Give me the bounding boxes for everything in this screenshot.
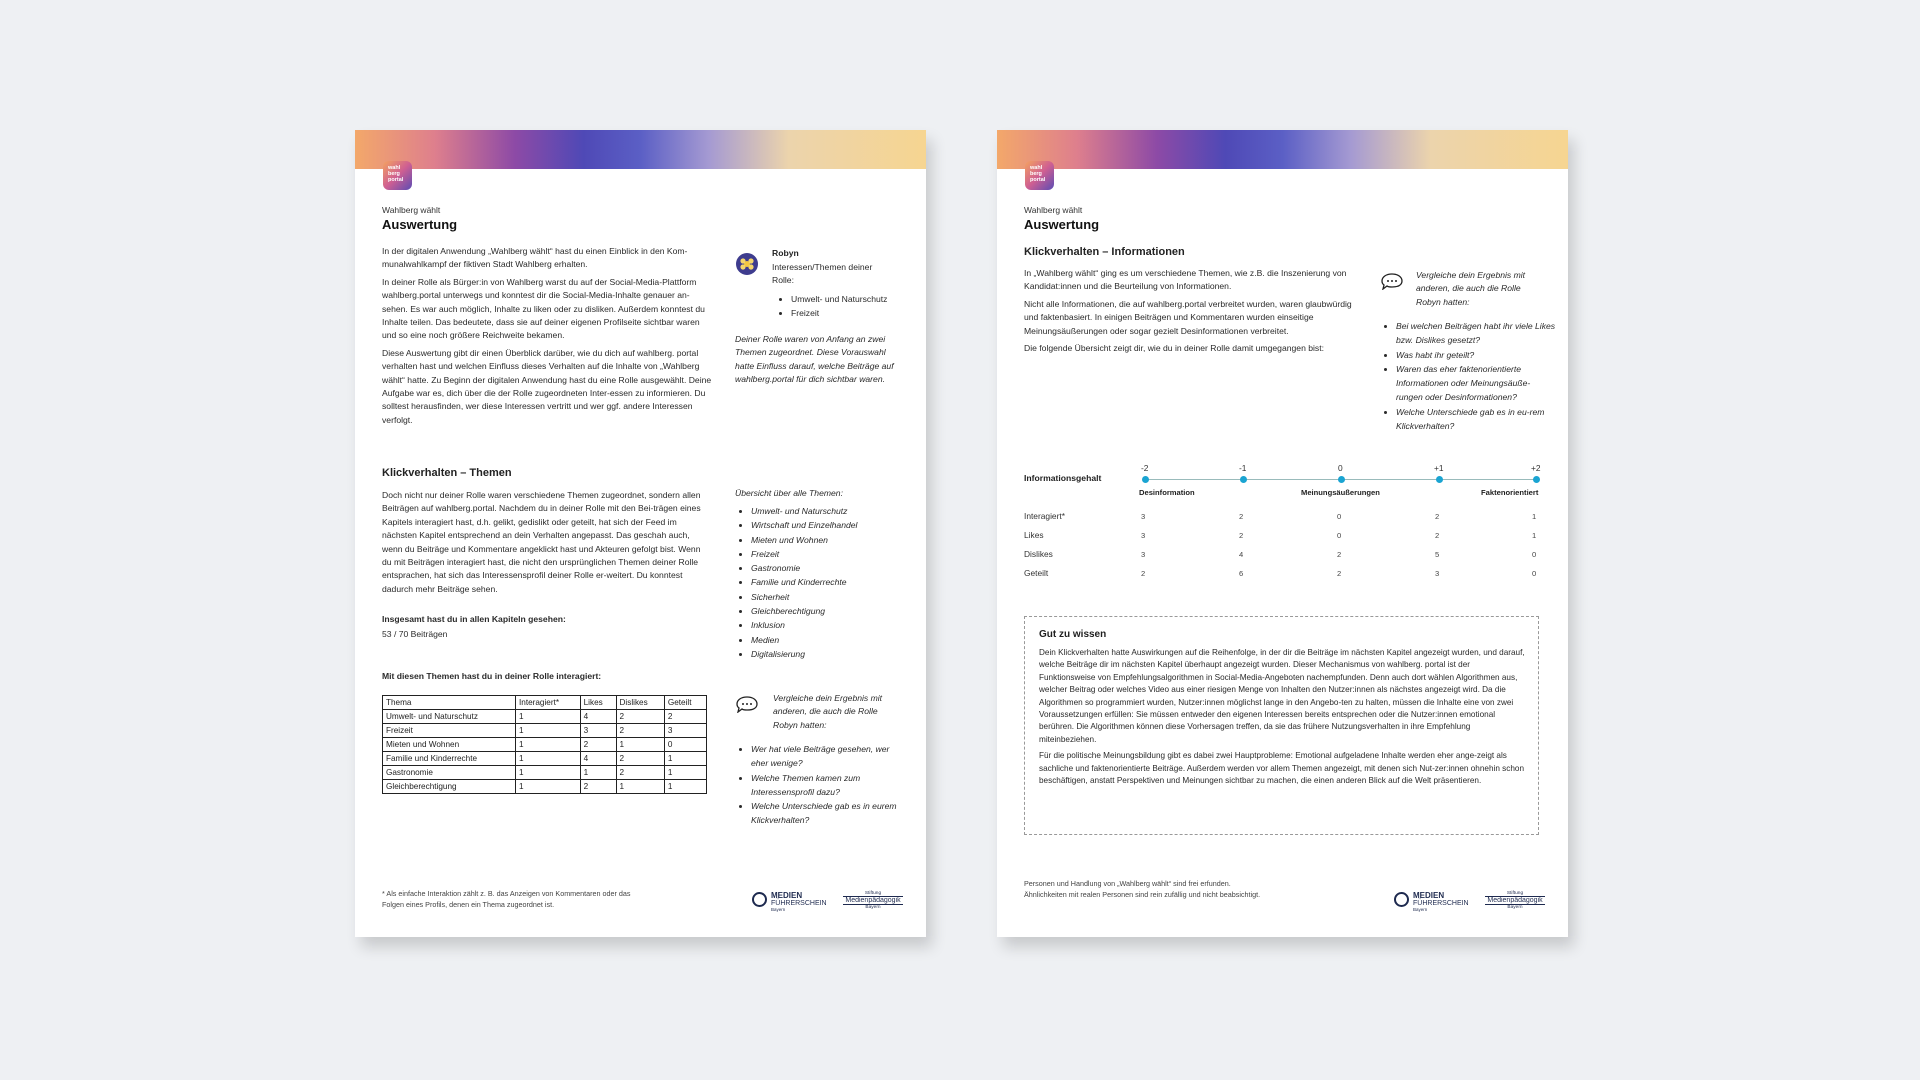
- table-cell: 1: [580, 766, 616, 780]
- scale-tick: -1: [1239, 463, 1247, 473]
- table-cell: 2: [616, 752, 664, 766]
- section-title: Klickverhalten – Informationen: [1024, 246, 1185, 258]
- seen-value: 53 / 70 Beiträgen: [382, 629, 448, 639]
- list-item: • Umwelt- und Naturschutz: [791, 292, 921, 306]
- table-cell: Umwelt- und Naturschutz: [383, 710, 516, 724]
- table-cell: 1: [664, 766, 706, 780]
- logo-text: Stiftung: [864, 891, 882, 896]
- header-gradient-band: [997, 130, 1568, 169]
- scale-dot: [1338, 476, 1345, 483]
- row-value: 2: [1239, 512, 1244, 521]
- list-item: • Welche Unterschiede gab es in eurem Klickverhalten?: [751, 799, 901, 828]
- page-title: Auswertung: [1024, 217, 1100, 232]
- scale-dot: [1240, 476, 1247, 483]
- logo-text: Bayern: [1507, 905, 1523, 910]
- disclaimer: Personen und Handlung von „Wahlberg wählt“ sind frei erfunden. Ähnlichkeiten mit realen Personen sind rein zufällig und nicht beabsichtigt.: [1024, 879, 1261, 899]
- row-label: Likes: [1024, 530, 1044, 540]
- logo-text: Stiftung: [1506, 891, 1524, 896]
- table-header-cell: Geteilt: [664, 696, 706, 710]
- intro-text: [382, 245, 712, 431]
- table-row: [383, 752, 707, 766]
- scale-dot: [1436, 476, 1443, 483]
- table-cell: Gastronomie: [383, 766, 516, 780]
- table-cell: 2: [616, 724, 664, 738]
- page-supertitle: Wahlberg wählt: [382, 205, 441, 215]
- table-cell: 4: [580, 752, 616, 766]
- list-item: • Bei welchen Beiträgen habt ihr viele Likes bzw. Dislikes gesetzt?: [1396, 319, 1556, 348]
- info-box: [1024, 616, 1539, 835]
- list-item: • Waren das eher faktenorientierte Informationen oder Meinungsäuße-rungen oder Desinformationen?: [1396, 362, 1556, 405]
- list-item: • Wirtschaft und Einzelhandel: [751, 518, 916, 532]
- list-item: • Umwelt- und Naturschutz: [751, 504, 916, 518]
- table-cell: 2: [580, 780, 616, 794]
- row-value: 2: [1337, 569, 1342, 578]
- reflection-questions: [735, 742, 901, 828]
- table-row: [383, 710, 707, 724]
- list-item: • Gastronomie: [751, 561, 916, 575]
- row-value: 4: [1239, 550, 1244, 559]
- reflection-questions: [1380, 319, 1556, 433]
- row-value: 3: [1435, 569, 1440, 578]
- intro-paragraph: In der digitalen Anwendung „Wahlberg wählt“ hast du einen Einblick in den Kom-munalwahlkampf der fiktiven Stadt Wahlberg erhalten.: [382, 246, 688, 270]
- speech-bubble-icon: [736, 696, 758, 713]
- list-item: • Digitalisierung: [751, 647, 916, 661]
- table-row: [383, 766, 707, 780]
- table-header-cell: Interagiert*: [516, 696, 581, 710]
- logo-text: Medienpädagogik: [843, 896, 903, 905]
- speech-bubble-icon: [1381, 273, 1403, 290]
- logo-text: MEDIEN: [1413, 891, 1445, 900]
- table-cell: 1: [664, 752, 706, 766]
- logo-text: FÜHRERSCHEIN: [1413, 900, 1469, 907]
- table-cell: Mieten und Wohnen: [383, 738, 516, 752]
- row-value: 3: [1141, 531, 1146, 540]
- row-value: 3: [1141, 512, 1146, 521]
- mf-emblem-icon: [1394, 892, 1409, 907]
- row-label: Interagiert*: [1024, 511, 1065, 521]
- table-row: [383, 780, 707, 794]
- list-item: • Freizeit: [791, 306, 921, 320]
- table-cell: 1: [516, 752, 581, 766]
- wahlberg-portal-logo-icon: wahl berg portal: [383, 161, 412, 190]
- scale-tick: 0: [1338, 463, 1343, 473]
- intro-paragraph: In deiner Rolle als Bürger:in von Wahlberg warst du auf der Social-Media-Plattform wahlberg.portal unterwegs und konntest dir die Social-Media-Inhalte genauer an-sehen. Es war auch möglich, Inhalte zu liken oder zu disliken. Außerdem konntest du Inhalte teilen. Das bedeutete, dass sie auf deiner eigenen Profilseite sichtbar waren und so eine noch größere Reichweite bekamen.: [382, 276, 705, 341]
- section-text: Doch nicht nur deiner Rolle waren verschiedene Themen zugeordnet, sondern allen Beiträgen auf wahlberg.portal. Nachdem du in deiner Rolle mit den Bei-trägen eines Kapitels interagiert hast, d.h. gelikt, gedislikt oder geteilt, hat sich der Feed im nächsten Kapitel entsprechend an dein Verhalten angepasst. Das geschah auch, wenn du Beiträge und Kommentare angeklickt hast und Akteuren gefolgt bist. Wenn du mit Beiträgen interagiert hast, die nicht den ursprünglichen Themen deiner Rolle entsprachen, hat sich das Interessensprofil deiner Rolle er-weitert. Du konntest dadurch mehr Beiträge sehen.: [382, 490, 701, 594]
- table-cell: 1: [516, 766, 581, 780]
- scale-label: Informationsgehalt: [1024, 473, 1102, 483]
- topic-interaction-table: [382, 695, 707, 794]
- row-value: 1: [1532, 531, 1537, 540]
- logo-text: MEDIEN: [771, 891, 803, 900]
- table-cell: 2: [616, 710, 664, 724]
- seen-label: Insgesamt hast du in allen Kapiteln gesehen:: [382, 614, 566, 624]
- table-cell: 1: [664, 780, 706, 794]
- table-cell: Freizeit: [383, 724, 516, 738]
- paragraph: Nicht alle Informationen, die auf wahlberg.portal verbreitet wurden, waren glaubwürdig und faktenbasiert. In einigen Beiträgen und Kommentaren wurden einseitige Meinungsäußerungen oder sogar gezielt Desinformationen verbreitet.: [1024, 298, 1352, 336]
- stiftung-medienpaedagogik-logo: [843, 891, 903, 910]
- logo-text: FÜHRERSCHEIN: [771, 900, 827, 907]
- paragraph: In „Wahlberg wählt“ ging es um verschiedene Themen, wie z.B. die Inszenierung von Kandidat:innen und die Beurteilung von Informationen.: [1024, 268, 1347, 292]
- page-supertitle: Wahlberg wählt: [1024, 205, 1083, 215]
- mf-emblem-icon: [752, 892, 767, 907]
- list-item: • Welche Unterschiede gab es in eu-rem Klickverhalten?: [1396, 405, 1556, 434]
- table-row: [383, 738, 707, 752]
- table-label: Mit diesen Themen hast du in deiner Rolle interagiert:: [382, 671, 602, 681]
- table-cell: 1: [616, 780, 664, 794]
- wahlberg-portal-logo-icon: wahl berg portal: [1025, 161, 1054, 190]
- list-item: • Mieten und Wohnen: [751, 533, 916, 547]
- list-item: • Freizeit: [751, 547, 916, 561]
- info-text: [1024, 267, 1354, 359]
- role-avatar: [736, 253, 758, 275]
- table-cell: 0: [664, 738, 706, 752]
- row-value: 2: [1435, 531, 1440, 540]
- role-name: Robyn: [772, 248, 799, 258]
- scale-category: Meinungsäußerungen: [1301, 488, 1380, 497]
- row-label: Dislikes: [1024, 549, 1053, 559]
- page-title: Auswertung: [382, 217, 458, 232]
- list-item: • Wer hat viele Beiträge gesehen, wer eher wenige?: [751, 742, 901, 771]
- scale-dot: [1142, 476, 1149, 483]
- table-cell: 1: [516, 724, 581, 738]
- intro-paragraph: Diese Auswertung gibt dir einen Überblick darüber, wie du dich auf wahlberg. portal verhalten hast und welchen Einfluss dieses Verhalten auf die Inhalte von „Wahlberg wählt“ hatte. Zu Beginn der digitalen Anwendung hast du eine Rolle ausgewählt. Deine Aufgabe war es, dich über die der Rolle zugeordneten Inter-essen zu informieren. Du solltest herausfinden, wer diese Interessen vertritt und wer ggf. andere Interessen verfolgt.: [382, 347, 712, 425]
- row-value: 0: [1337, 512, 1342, 521]
- row-value: 1: [1532, 512, 1537, 521]
- list-item: • Sicherheit: [751, 590, 916, 604]
- compare-text: Vergleiche dein Ergebnis mit anderen, die auch die Rolle Robyn hatten:: [773, 693, 883, 730]
- document-page-1: [355, 130, 926, 937]
- table-header-cell: Thema: [383, 696, 516, 710]
- scale-category: Desinformation: [1139, 488, 1195, 497]
- scale-dot: [1533, 476, 1540, 483]
- table-header-row: [383, 696, 707, 710]
- table-cell: 1: [516, 780, 581, 794]
- table-cell: 2: [664, 710, 706, 724]
- row-value: 2: [1239, 531, 1244, 540]
- row-label: Geteilt: [1024, 568, 1049, 578]
- section-title: Klickverhalten – Themen: [382, 467, 512, 479]
- list-item: • Medien: [751, 633, 916, 647]
- table-cell: 1: [616, 738, 664, 752]
- table-cell: 3: [664, 724, 706, 738]
- role-topics-list: [775, 292, 921, 321]
- list-item: • Welche Themen kamen zum Interessensprofil dazu?: [751, 771, 901, 800]
- row-value: 2: [1337, 550, 1342, 559]
- all-topics-list: [735, 504, 916, 661]
- paragraph: Die folgende Übersicht zeigt dir, wie du in deiner Rolle damit umgegangen bist:: [1024, 343, 1324, 354]
- info-box-text: [1039, 647, 1527, 791]
- paragraph: Für die politische Meinungsbildung gibt es dabei zwei Hauptprobleme: Emotional aufgeladene Inhalte werden eher ange-zeigt als sachliche und faktenorientierte Beiträge. Außerdem werden vor allem Themen angezeigt, mit denen sich Nut-zer:innen ohnehin schon beschäftigen, anstatt Perspektiven und Meinungen sichtbar zu machen, die einen anderen Blick auf die Welt präsentieren.: [1039, 751, 1525, 786]
- stiftung-medienpaedagogik-logo: [1485, 891, 1545, 910]
- table-cell: Gleichberechtigung: [383, 780, 516, 794]
- scale-category: Faktenorientiert: [1481, 488, 1539, 497]
- table-cell: Familie und Kinderrechte: [383, 752, 516, 766]
- flower-icon: [736, 253, 758, 275]
- row-value: 0: [1337, 531, 1342, 540]
- table-cell: 1: [516, 738, 581, 752]
- table-cell: 1: [516, 710, 581, 724]
- info-box-title: Gut zu wissen: [1039, 629, 1107, 640]
- table-cell: 2: [580, 738, 616, 752]
- row-value: 2: [1435, 512, 1440, 521]
- table-cell: 2: [616, 766, 664, 780]
- scale-tick: +2: [1531, 463, 1541, 473]
- footnote: * Als einfache Interaktion zählt z. B. das Anzeigen von Kommentaren oder das Folgen eines Profils, denen ein Thema zugeordnet ist.: [382, 889, 631, 909]
- paragraph: Dein Klickverhalten hatte Auswirkungen auf die Reihenfolge, in der dir die Beiträge im nächsten Kapitel angezeigt wurden, und darauf, welche Beiträge dir im nächsten Kapitel überhaupt angezeigt wurden. Dieser Mechanismus von wahlberg. portal ist der Funktionsweise von Empfehlungsalgorithmen in Social-Media-Angeboten nachempfunden. Denn auch dort wählen Algorithmen aus, welcher Beitrag oder welches Video aus einer riesigen Menge von Inhalten den Nutzer:innen als nächstes angezeigt wird. Da die Algorithmen so programmiert wurden, Nutzer:innen möglichst lange in den Angebo-ten zu halten, müssen die Inhalte eine von zwei Voraussetzungen erfüllen: Sie müssen entweder den eigenen Interessen bereits entsprechen oder die Nutzer:innen emotional berühren. Die Algorithmen können diese Vorhersagen treffen, da sie das frühere Nutzungsverhalten in ihre Empfehlung miteinbeziehen.: [1039, 648, 1525, 744]
- logo-text: Medienpädagogik: [1485, 896, 1545, 905]
- row-value: 0: [1532, 550, 1537, 559]
- header-gradient-band: [355, 130, 926, 169]
- table-cell: 4: [580, 710, 616, 724]
- table-header-cell: Likes: [580, 696, 616, 710]
- list-item: • Familie und Kinderrechte: [751, 575, 916, 589]
- row-value: 6: [1239, 569, 1244, 578]
- table-header-cell: Dislikes: [616, 696, 664, 710]
- list-item: • Was habt ihr geteilt?: [1396, 348, 1556, 362]
- row-value: 2: [1141, 569, 1146, 578]
- role-note: Deiner Rolle waren von Anfang an zwei Themen zugeordnet. Diese Vorauswahl hatte Einfluss darauf, welche Beiträge auf wahlberg.portal für dich sichtbar waren.: [735, 334, 894, 385]
- table-row: [383, 724, 707, 738]
- logo-text: Bayern: [771, 907, 786, 912]
- logo-text: Bayern: [1413, 907, 1428, 912]
- topics-label: Übersicht über alle Themen:: [735, 488, 843, 498]
- row-value: 3: [1141, 550, 1146, 559]
- logo-text: Bayern: [865, 905, 881, 910]
- row-value: 5: [1435, 550, 1440, 559]
- list-item: • Gleichberechtigung: [751, 604, 916, 618]
- role-label: Interessen/Themen deiner Rolle:: [772, 262, 873, 286]
- compare-text: Vergleiche dein Ergebnis mit anderen, die auch die Rolle Robyn hatten:: [1416, 270, 1526, 307]
- scale-tick: -2: [1141, 463, 1149, 473]
- document-page-2: [997, 130, 1568, 937]
- row-value: 0: [1532, 569, 1537, 578]
- list-item: • Inklusion: [751, 618, 916, 632]
- scale-tick: +1: [1434, 463, 1444, 473]
- table-cell: 3: [580, 724, 616, 738]
